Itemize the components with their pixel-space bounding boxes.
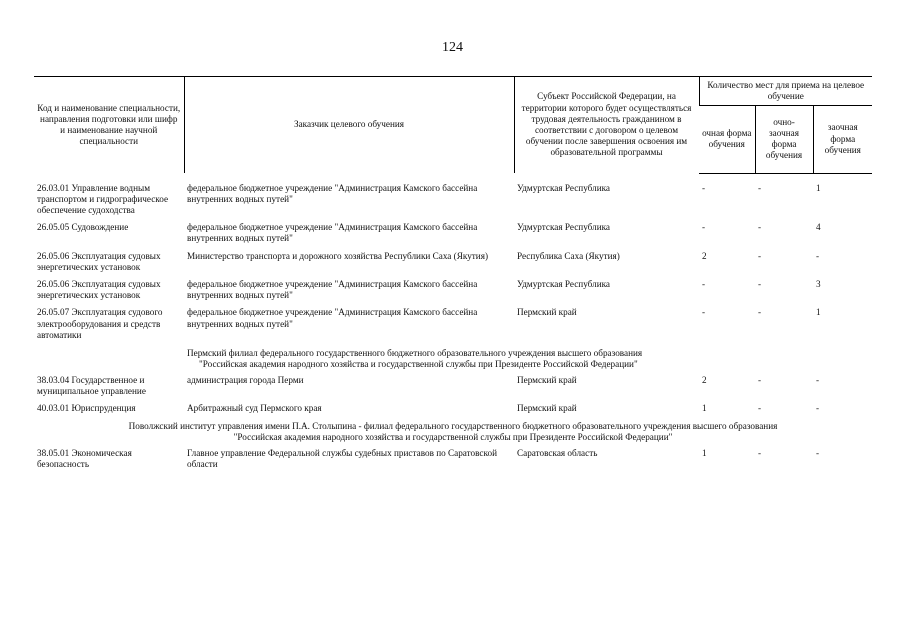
cell-subject: Пермский край <box>517 403 577 413</box>
table-header-row <box>34 77 872 106</box>
cell-customer: Главное управление Федеральной службы судебных приставов по Саратовской области <box>187 447 498 469</box>
group-title-line2: "Российская академия народного хозяйства и государственной службы при Президенте Российской Федерации" <box>199 359 638 370</box>
cell-full-time: 1 <box>702 447 707 458</box>
cell-extramural: - <box>816 374 820 385</box>
cell-subject: Удмуртская Республика <box>517 279 611 290</box>
cell-customer: администрация города Перми <box>187 374 304 385</box>
group-title-line1: Поволжский институт управления имени П.А. Столыпина - филиал федерального государственного бюджетного образовательного учреждения высшего образования <box>128 421 778 432</box>
cell-extramural: - <box>816 403 820 413</box>
cell-code: 38.05.01 Экономическая безопасность <box>37 447 132 469</box>
cell-customer: федеральное бюджетное учреждение "Администрация Камского бассейна внутренних водных путей" <box>187 279 478 301</box>
cell-part-time: - <box>758 374 762 385</box>
header-customer: Заказчик целевого обучения <box>184 77 514 174</box>
cell-code: 26.05.06 Эксплуатация судовых энергетических установок <box>37 250 161 272</box>
table-row <box>34 221 872 249</box>
cell-customer: федеральное бюджетное учреждение "Администрация Камского бассейна внутренних водных путей" <box>187 307 478 329</box>
header-full-time: очная форма обучения <box>699 106 755 174</box>
cell-customer: федеральное бюджетное учреждение "Администрация Камского бассейна внутренних водных путей" <box>187 182 478 204</box>
cell-extramural: 3 <box>816 279 821 290</box>
cell-extramural: 1 <box>816 182 821 193</box>
header-extramural: заочная форма обучения <box>813 106 872 174</box>
cell-extramural: - <box>816 447 820 458</box>
table-row <box>34 374 872 402</box>
cell-customer: федеральное бюджетное учреждение "Администрация Камского бассейна внутренних водных путей" <box>187 222 478 244</box>
cell-customer: Арбитражный суд Пермского края <box>187 403 322 413</box>
cell-part-time: - <box>758 182 762 193</box>
header-subject: Субъект Российской Федерации, на территории которого будет осуществляться трудовая деятельность гражданином в соответствии с договором о целевом обучении после завершения освоения им образовательной программы <box>514 77 699 174</box>
cell-part-time: - <box>758 222 762 233</box>
table-row <box>34 447 872 475</box>
cell-code: 26.03.01 Управление водным транспортом и гидрографическое обеспечение судоходства <box>37 182 169 215</box>
group-title-line1: Пермский филиал федерального государственного бюджетного образовательного учреждения высшего образования <box>187 348 643 359</box>
cell-part-time: - <box>758 250 762 261</box>
header-places: Количество мест для приема на целевое обучение <box>699 77 872 106</box>
cell-code: 26.05.05 Судовождение <box>37 222 129 233</box>
cell-code: 26.05.06 Эксплуатация судовых энергетических установок <box>37 279 161 301</box>
group-title-line2: "Российская академия народного хозяйства и государственной службы при Президенте Российской Федерации" <box>233 432 673 443</box>
table-row <box>34 250 872 278</box>
cell-full-time: 2 <box>702 374 707 385</box>
cell-full-time: 2 <box>702 250 707 261</box>
header-code: Код и наименование специальности, направления подготовки или шифр и наименование научной специальности <box>34 77 184 174</box>
cell-subject: Пермский край <box>517 307 577 318</box>
cell-part-time: - <box>758 279 762 290</box>
cell-part-time: - <box>758 403 762 413</box>
cell-full-time: - <box>702 279 706 290</box>
table-row <box>34 182 872 222</box>
cell-part-time: - <box>758 307 762 318</box>
table-row <box>34 306 872 346</box>
group-heading-volga-institute <box>34 419 872 446</box>
cell-full-time: - <box>702 182 706 193</box>
cell-full-time: 1 <box>702 403 707 413</box>
cell-subject: Саратовская область <box>517 447 598 458</box>
cell-subject: Республика Саха (Якутия) <box>517 250 620 261</box>
cell-full-time: - <box>702 222 706 233</box>
cell-subject: Удмуртская Республика <box>517 222 611 233</box>
cell-subject: Пермский край <box>517 374 577 385</box>
cell-code: 26.05.07 Эксплуатация судового электрооборудования и средств автоматики <box>37 307 163 340</box>
group-heading-perm-branch <box>34 346 872 373</box>
table-row <box>34 278 872 306</box>
cell-extramural: - <box>816 250 820 261</box>
admission-table <box>34 76 872 475</box>
cell-subject: Удмуртская Республика <box>517 182 611 193</box>
table-row <box>34 402 872 419</box>
cell-full-time: - <box>702 307 706 318</box>
cell-part-time: - <box>758 447 762 458</box>
cell-extramural: 4 <box>816 222 821 233</box>
header-part-time: очно-заочная форма обучения <box>755 106 813 174</box>
page-number: 124 <box>442 40 463 55</box>
cell-extramural: 1 <box>816 307 821 318</box>
cell-code: 40.03.01 Юриспруденция <box>37 403 136 413</box>
cell-customer: Министерство транспорта и дорожного хозяйства Республики Саха (Якутия) <box>187 250 489 261</box>
cell-code: 38.03.04 Государственное и муниципальное управление <box>37 374 146 396</box>
